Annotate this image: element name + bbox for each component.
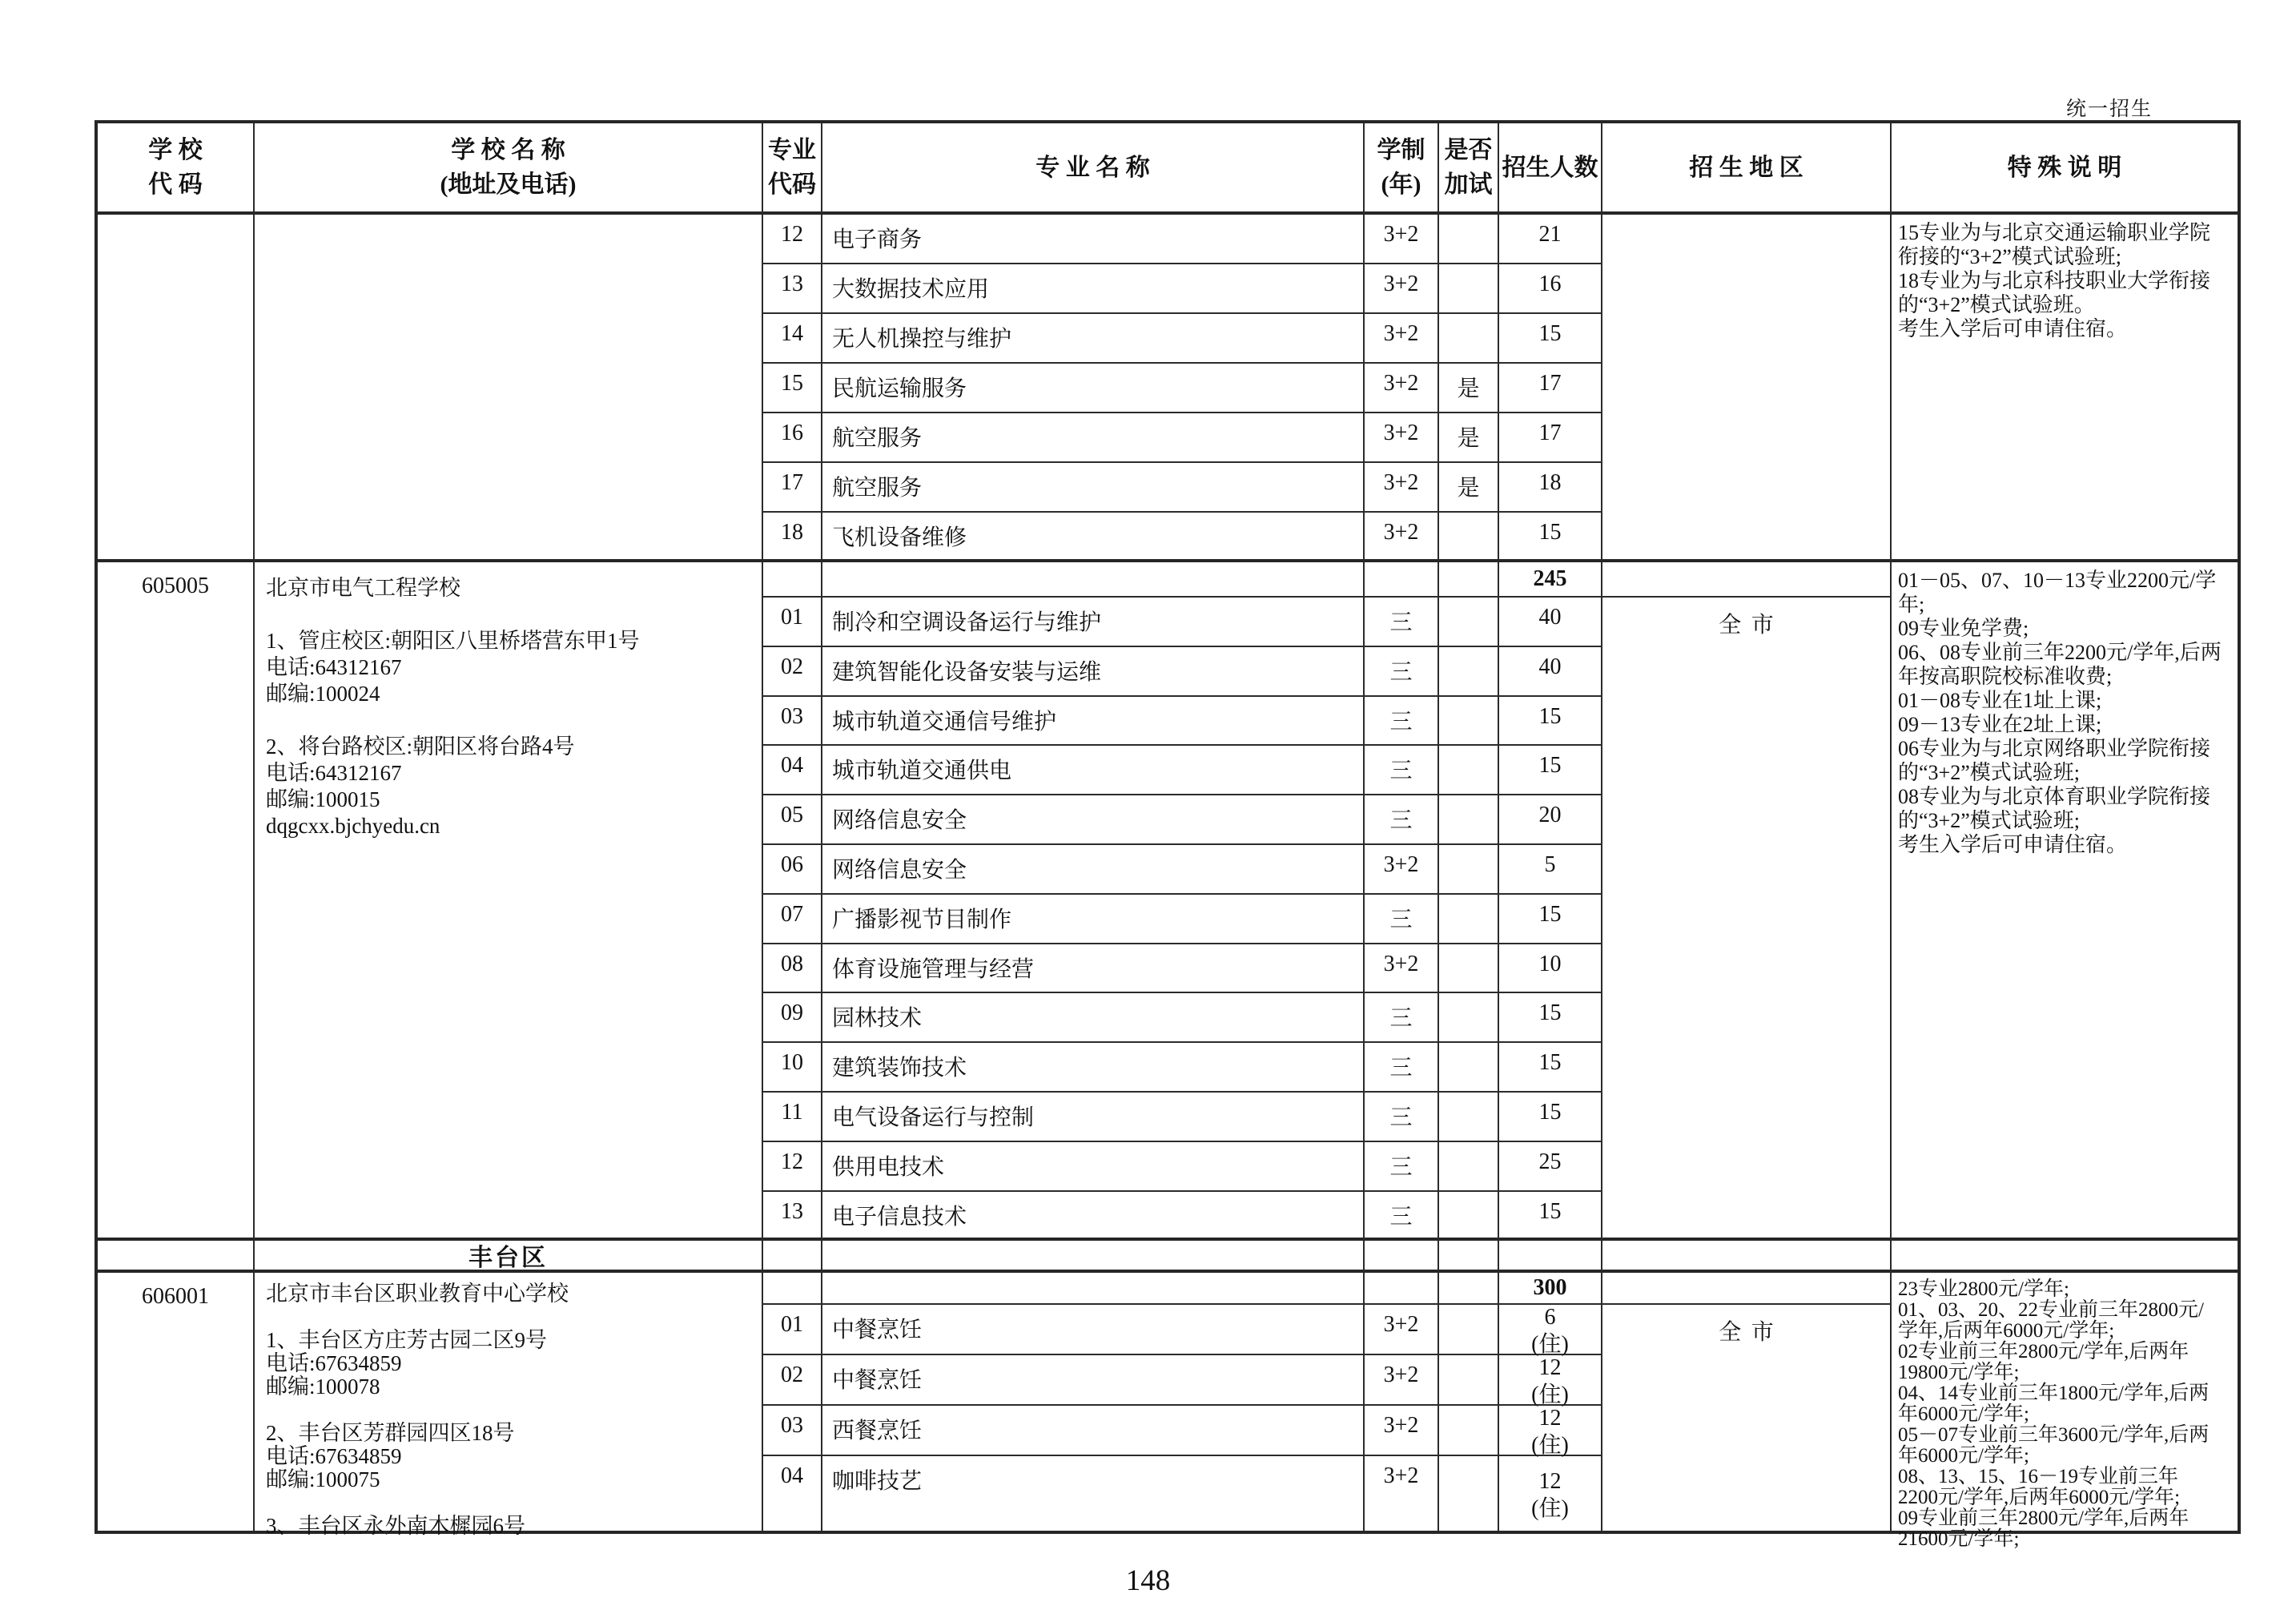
major-name: 制冷和空调设备运行与维护 [822,598,1365,647]
header-enrollment: 招生人数 [1499,123,1602,215]
major-extra-test [1439,1192,1499,1242]
major-duration: 三 [1365,598,1439,647]
enrollment-region: 全市 [1602,598,1892,1241]
school-total-enrollment: 245 [1499,562,1602,598]
school-total-enrollment: 300 [1499,1273,1602,1305]
major-name: 电子信息技术 [822,1192,1365,1242]
major-enrollment: 25 [1499,1142,1602,1192]
major-name: 城市轨道交通信号维护 [822,697,1365,747]
major-duration: 3+2 [1365,513,1439,562]
major-code: 02 [763,1355,822,1406]
major-name: 网络信息安全 [822,795,1365,845]
school-name-address: 北京市电气工程学校 1、管庄校区:朝阳区八里桥塔营东甲1号 电话:64312167 邮编:100024 2、将台路校区:朝阳区将台路4号 电话:64312167 邮编:100015 dqgcxx.bjchyedu.cn [255,562,763,1241]
major-name: 电子商务 [822,215,1365,264]
major-enrollment: 15 [1499,314,1602,364]
major-enrollment: 40 [1499,647,1602,697]
empty-cell [1439,1241,1499,1273]
major-code: 13 [763,264,822,314]
major-name: 网络信息安全 [822,845,1365,895]
major-enrollment: 40 [1499,598,1602,647]
major-extra-test: 是 [1439,413,1499,463]
empty-cell [1439,1273,1499,1305]
major-enrollment: 10 [1499,944,1602,994]
major-extra-test [1439,215,1499,264]
major-code: 03 [763,697,822,747]
header-school-name: 学 校 名 称 (地址及电话) [255,123,763,215]
major-enrollment: 17 [1499,413,1602,463]
major-name: 供用电技术 [822,1142,1365,1192]
major-extra-test [1439,647,1499,697]
major-code: 05 [763,795,822,845]
empty-cell [1602,1241,1892,1273]
empty-cell [822,562,1365,598]
major-code: 04 [763,746,822,795]
major-name: 无人机操控与维护 [822,314,1365,364]
major-extra-test [1439,598,1499,647]
major-enrollment: 5 [1499,845,1602,895]
header-major-name: 专 业 名 称 [822,123,1365,215]
major-extra-test [1439,1355,1499,1406]
major-name: 大数据技术应用 [822,264,1365,314]
major-code: 14 [763,314,822,364]
major-code: 03 [763,1406,822,1456]
major-enrollment: 15 [1499,895,1602,944]
header-major-code: 专业 代码 [763,123,822,215]
empty-cell [763,1241,822,1273]
special-notes: 23专业2800元/学年; 01、03、20、22专业前三年2800元/ 学年,后两年6000元/学年; 02专业前三年2800元/学年,后两年 19800元/学年; 04、14专业前三年1800元/学年,后两 年6000元/学年; 05－07专业前三年3600元/学年,后两 年6000元/学年; 08、13、15、16－19专业前三年 2200元/学年,后两年6000元/学年; 09专业前三年2800元/学年,后两年 21600元/学年; [1898,1278,2210,1551]
major-code: 09 [763,993,822,1043]
major-code: 04 [763,1456,822,1531]
major-duration: 三 [1365,647,1439,697]
major-extra-test [1439,264,1499,314]
major-duration: 3+2 [1365,264,1439,314]
major-code: 06 [763,845,822,895]
header-region: 招 生 地 区 [1602,123,1892,215]
major-name: 西餐烹饪 [822,1406,1365,1456]
school-name-cell-empty [255,215,763,562]
enrollment-table [94,120,2241,1551]
page-number: 148 [1125,1564,1171,1597]
major-extra-test [1439,1305,1499,1355]
major-duration: 3+2 [1365,314,1439,364]
special-notes: 15专业为与北京交通运输职业学院 衔接的“3+2”模式试验班; 18专业为与北京科技职业大学衔接 的“3+2”模式试验班。 考生入学后可申请住宿。 [1892,215,2238,562]
empty-cell [1365,1241,1439,1273]
empty-cell [1602,1273,1892,1305]
major-code: 08 [763,944,822,994]
empty-cell [1602,562,1892,598]
major-duration: 3+2 [1365,1305,1439,1355]
empty-cell [1499,1241,1602,1273]
major-duration: 3+2 [1365,215,1439,264]
major-enrollment: 15 [1499,1093,1602,1142]
major-duration: 3+2 [1365,1456,1439,1531]
empty-cell [1892,1241,2238,1273]
major-enrollment: 18 [1499,463,1602,513]
major-duration: 三 [1365,697,1439,747]
empty-cell [98,1241,255,1273]
major-duration: 三 [1365,895,1439,944]
major-extra-test [1439,1456,1499,1531]
empty-cell [1439,562,1499,598]
enrollment-region: 全市 [1602,1305,1892,1531]
major-duration: 3+2 [1365,463,1439,513]
empty-cell [763,1273,822,1305]
major-enrollment: 12 (住) [1499,1456,1602,1531]
major-extra-test [1439,1406,1499,1456]
major-code: 10 [763,1043,822,1093]
major-code: 07 [763,895,822,944]
major-code: 01 [763,598,822,647]
major-extra-test: 是 [1439,463,1499,513]
major-duration: 三 [1365,795,1439,845]
school-name-address: 北京市丰台区职业教育中心学校 1、丰台区方庄芳古园二区9号 电话:67634859 邮编:100078 2、丰台区芳群园四区18号 电话:67634859 邮编:100075 3、丰台区永外南木樨园6号 [255,1273,763,1531]
school-code-cell-empty [98,215,255,562]
major-duration: 3+2 [1365,845,1439,895]
major-enrollment: 15 [1499,993,1602,1043]
header-school-code: 学 校 代 码 [98,123,255,215]
major-duration: 三 [1365,1043,1439,1093]
special-notes: 01－05、07、10－13专业2200元/学 年; 09专业免学费; 06、08专业前三年2200元/学年,后两 年按高职院校标准收费; 01－08专业在1址上课; 09－13专业在2址上课; 06专业为与北京网络职业学院衔接 的“3+2”模式试验班; 08专业为与北京体育职业学院衔接 的“3+2”模式试验班; 考生入学后可申请住宿。 [1892,562,2238,1241]
major-extra-test [1439,845,1499,895]
major-name: 民航运输服务 [822,364,1365,413]
major-enrollment: 15 [1499,513,1602,562]
region-cell-empty [1602,215,1892,562]
major-code: 11 [763,1093,822,1142]
major-extra-test [1439,513,1499,562]
major-extra-test [1439,1043,1499,1093]
major-duration: 三 [1365,746,1439,795]
major-code: 12 [763,215,822,264]
major-enrollment: 15 [1499,1192,1602,1242]
major-extra-test [1439,697,1499,747]
major-code: 15 [763,364,822,413]
empty-cell [822,1241,1365,1273]
major-enrollment: 12 (住) [1499,1406,1602,1456]
major-extra-test [1439,314,1499,364]
major-extra-test [1439,993,1499,1043]
major-name: 咖啡技艺 [822,1456,1365,1531]
major-code: 17 [763,463,822,513]
header-duration: 学制 (年) [1365,123,1439,215]
major-code: 01 [763,1305,822,1355]
major-extra-test [1439,944,1499,994]
header-notes: 特 殊 说 明 [1892,123,2238,215]
header-extra-test: 是否 加试 [1439,123,1499,215]
empty-cell [1365,1273,1439,1305]
major-code: 13 [763,1192,822,1242]
major-name: 航空服务 [822,463,1365,513]
major-duration: 三 [1365,1142,1439,1192]
major-enrollment: 12 (住) [1499,1355,1602,1406]
major-name: 中餐烹饪 [822,1355,1365,1406]
major-duration: 3+2 [1365,1406,1439,1456]
major-name: 体育设施管理与经营 [822,944,1365,994]
district-header: 丰台区 [255,1241,763,1273]
major-duration: 三 [1365,1192,1439,1242]
major-enrollment: 16 [1499,264,1602,314]
empty-cell [763,562,822,598]
major-enrollment: 15 [1499,697,1602,747]
school-code: 606001 [98,1273,255,1531]
major-name: 中餐烹饪 [822,1305,1365,1355]
major-name: 广播影视节目制作 [822,895,1365,944]
empty-cell [1365,562,1439,598]
major-duration: 3+2 [1365,413,1439,463]
major-duration: 3+2 [1365,364,1439,413]
major-extra-test [1439,895,1499,944]
major-duration: 三 [1365,993,1439,1043]
major-code: 16 [763,413,822,463]
major-name: 城市轨道交通供电 [822,746,1365,795]
major-enrollment: 21 [1499,215,1602,264]
major-enrollment: 15 [1499,1043,1602,1093]
major-extra-test [1439,1093,1499,1142]
major-name: 航空服务 [822,413,1365,463]
major-name: 电气设备运行与控制 [822,1093,1365,1142]
major-enrollment: 17 [1499,364,1602,413]
major-duration: 三 [1365,1093,1439,1142]
major-name: 园林技术 [822,993,1365,1043]
major-enrollment: 20 [1499,795,1602,845]
major-extra-test [1439,1142,1499,1192]
major-name: 建筑智能化设备安装与运维 [822,647,1365,697]
empty-cell [822,1273,1365,1305]
major-code: 12 [763,1142,822,1192]
school-code: 605005 [98,562,255,1241]
major-enrollment: 15 [1499,746,1602,795]
major-extra-test [1439,795,1499,845]
major-extra-test [1439,746,1499,795]
corner-label: 统一招生 [2066,99,2153,120]
major-name: 建筑装饰技术 [822,1043,1365,1093]
major-enrollment: 6 (住) [1499,1305,1602,1355]
major-code: 02 [763,647,822,697]
major-name: 飞机设备维修 [822,513,1365,562]
major-extra-test: 是 [1439,364,1499,413]
major-duration: 3+2 [1365,944,1439,994]
major-duration: 3+2 [1365,1355,1439,1406]
major-code: 18 [763,513,822,562]
